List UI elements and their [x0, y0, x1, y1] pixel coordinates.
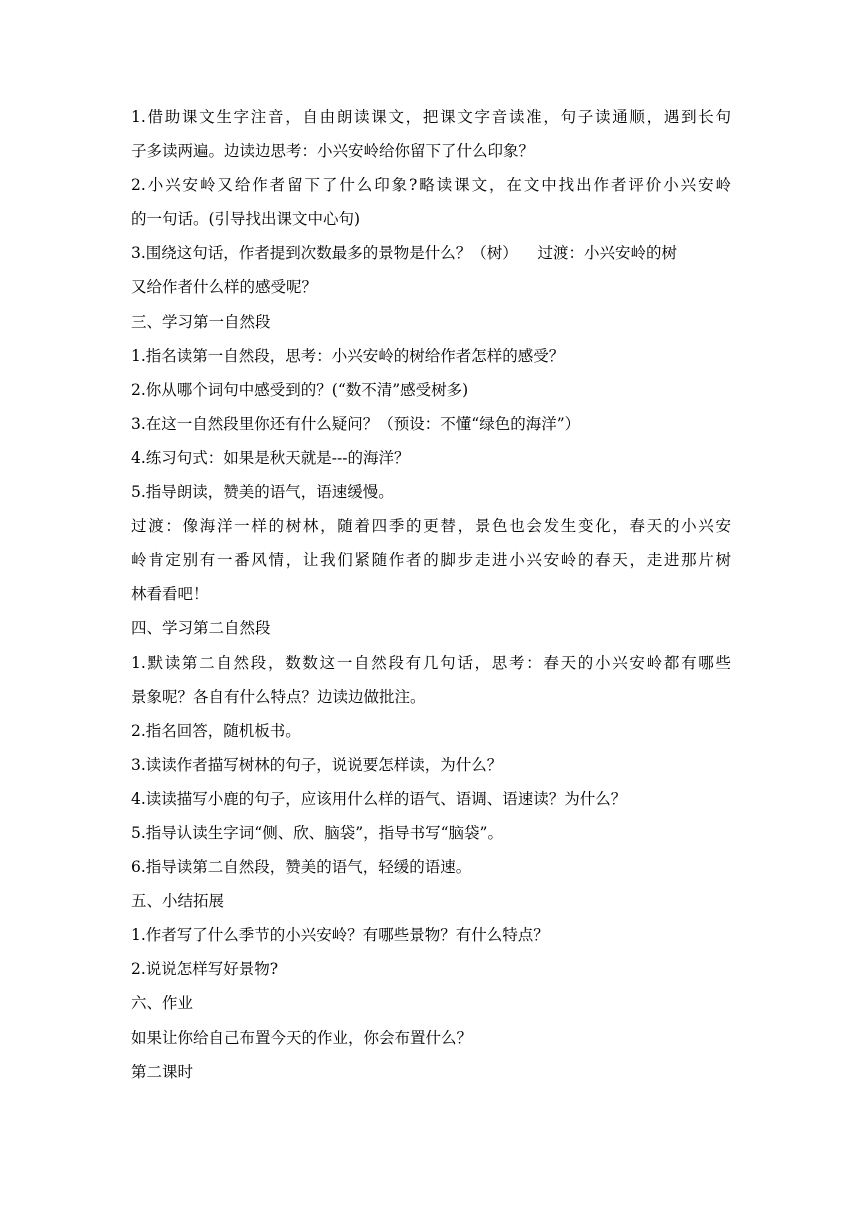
text-line: 4.练习句式：如果是秋天就是---的海洋？ [131, 448, 410, 467]
text-line: 1.作者写了什么季节的小兴安岭？有哪些景物？有什么特点？ [131, 926, 549, 945]
text-line: 岭肯定别有一番风情，让我们紧随作者的脚步走进小兴安岭的春天，走进那片树 [131, 551, 731, 570]
text-line: 1.默读第二自然段，数数这一自然段有几句话，思考：春天的小兴安岭都有哪些 [131, 653, 731, 672]
text-line: 2.指名回答，随机板书。 [131, 721, 301, 740]
text-line: 3.围绕这句话，作者提到次数最多的景物是什么？（树） 过渡：小兴安岭的树 [131, 244, 677, 263]
text-line: 又给作者什么样的感受呢？ [131, 278, 318, 297]
text-line: 4.读读描写小鹿的句子，应该用什么样的语气、语调、语速读？为什么？ [131, 789, 627, 808]
text-line: 景象呢？各自有什么特点？边读边做批注。 [131, 687, 426, 706]
text-line: 1.指名读第一自然段，思考：小兴安岭的树给作者怎样的感受？ [131, 346, 565, 365]
text-line: 5.指导朗读，赞美的语气，语速缓慢。 [131, 483, 394, 502]
section-heading: 第二课时 [131, 1062, 194, 1081]
text-line: 过渡：像海洋一样的树林，随着四季的更替，景色也会发生变化，春天的小兴安 [131, 517, 731, 536]
text-line: 1.借助课文生字注音，自由朗读课文，把课文字音读准，句子读通顺，遇到长句 [131, 108, 731, 126]
section-heading: 四、学习第二自然段 [131, 619, 271, 638]
text-line: 林看看吧！ [131, 585, 209, 604]
document-page [131, 100, 731, 1089]
section-heading: 五、小结拓展 [131, 892, 225, 911]
section-heading: 三、学习第一自然段 [131, 312, 271, 331]
text-line: 2.小兴安岭又给作者留下了什么印象?略读课文，在文中找出作者评价小兴安岭 [131, 176, 731, 195]
text-line: 3.读读作者描写树林的句子，说说要怎样读，为什么？ [131, 755, 503, 774]
text-line: 2.说说怎样写好景物? [131, 960, 279, 979]
text-line: 3.在这一自然段里你还有什么疑问？（预设：不懂“绿色的海洋”） [131, 414, 581, 433]
section-heading: 六、作业 [131, 994, 194, 1013]
text-line: 如果让你给自己布置今天的作业，你会布置什么？ [131, 1028, 473, 1047]
text-line: 6.指导读第二自然段，赞美的语气，轻缓的语速。 [131, 858, 472, 877]
text-line: 5.指导认读生字词“侧、欣、脑袋”，指导书写“脑袋”。 [131, 823, 503, 842]
text-line: 的一句话。(引导找出课文中心句) [131, 210, 361, 229]
text-line: 2.你从哪个词句中感受到的？(“数不清”感受树多) [131, 380, 469, 399]
text-line: 子多读两遍。边读边思考：小兴安岭给你留下了什么印象？ [131, 142, 535, 161]
